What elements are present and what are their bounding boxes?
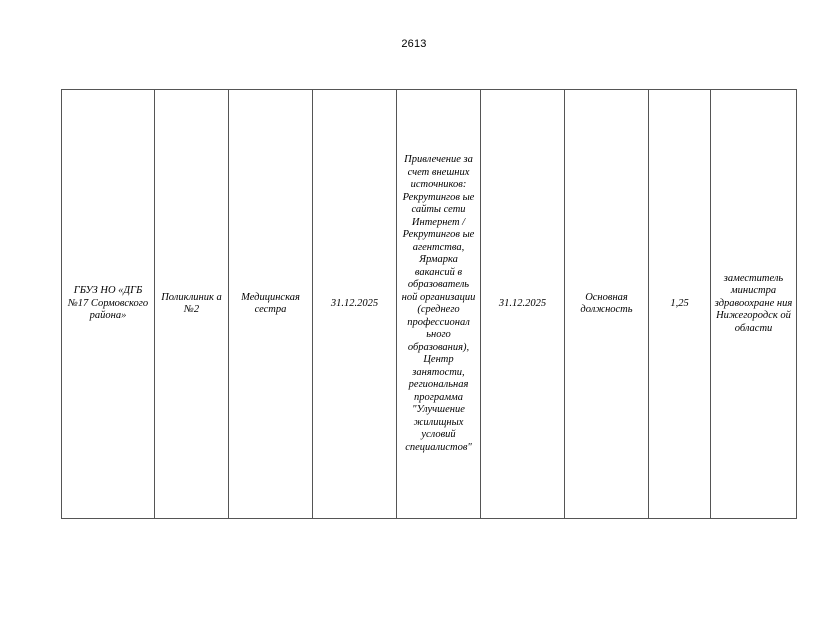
- cell-position: Медицинская сестра: [229, 90, 313, 519]
- cell-rate: 1,25: [649, 90, 711, 519]
- cell-organization: ГБУЗ НО «ДГБ №17 Сормовского района»: [62, 90, 155, 519]
- cell-responsible: заместитель министра здравоохране ния Нижегородск ой области: [711, 90, 797, 519]
- table-row: [62, 90, 797, 519]
- vacancy-table: [61, 89, 797, 519]
- cell-source: Привлечение за счет внешних источников: Рекрутингов ые сайты сети Интернет / Рекрутингов ые агентства, Ярмарка вакансий в образователь ной организации (среднего профессионал ьного образования), Центр занятости, региональная программа "Улучшение жилищных условий специалистов": [397, 90, 481, 519]
- cell-date-end: 31.12.2025: [481, 90, 565, 519]
- cell-employment-type: Основная должность: [565, 90, 649, 519]
- page-number: 2613: [401, 38, 427, 50]
- cell-date-start: 31.12.2025: [313, 90, 397, 519]
- cell-unit: Поликлиник а №2: [155, 90, 229, 519]
